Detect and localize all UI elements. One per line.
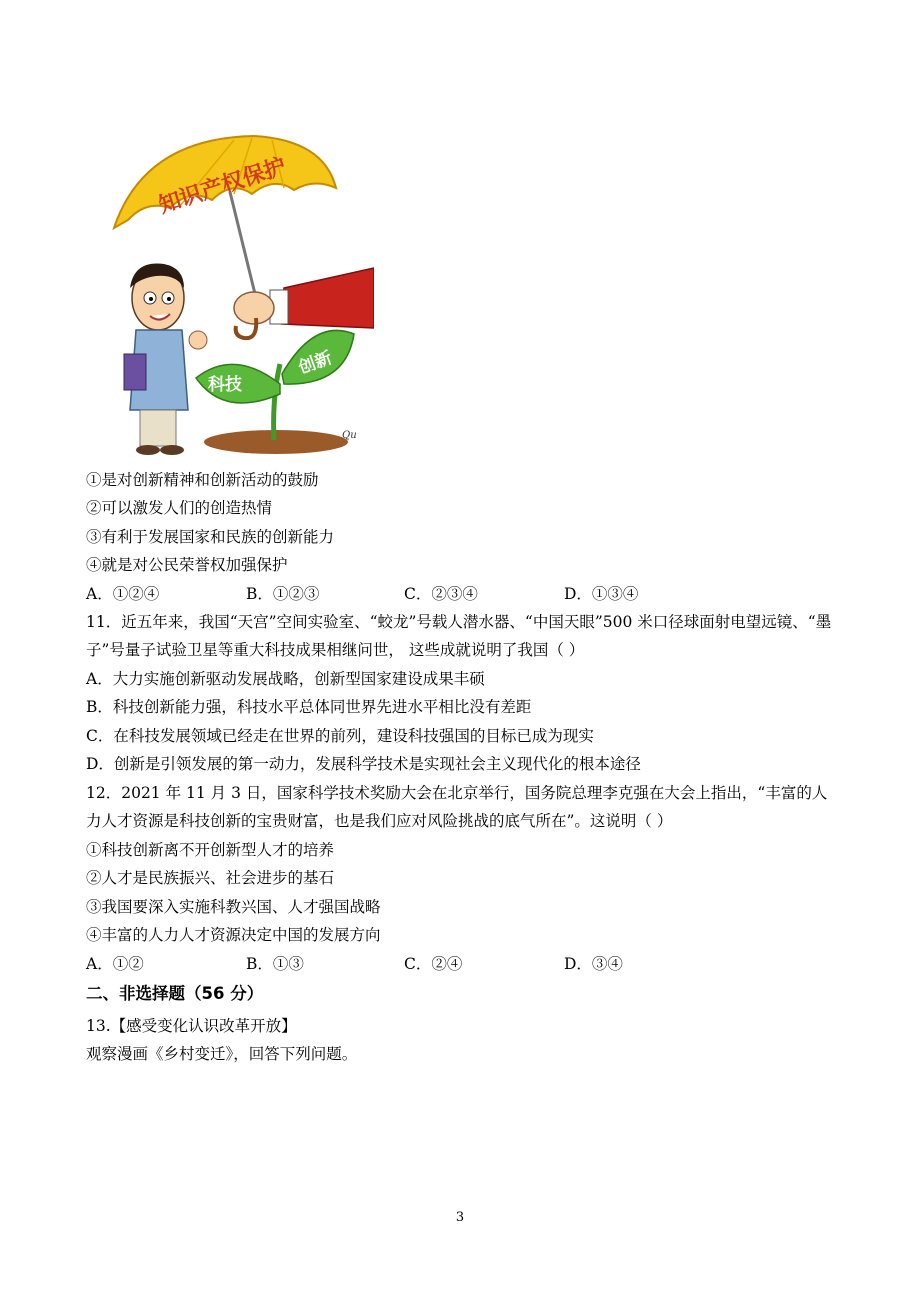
red-sleeve: [282, 268, 374, 328]
leaf-left-text: 科技: [208, 375, 242, 395]
q10-item-3: ③有利于发展国家和民族的创新能力: [86, 528, 335, 546]
q10-item-1: ①是对创新精神和创新活动的鼓励: [86, 471, 319, 489]
page-number: 3: [455, 1210, 465, 1225]
q12-item-1: ①科技创新离不开创新型人才的培养: [86, 841, 335, 859]
hand: [234, 292, 274, 324]
q12-item-2: ②人才是民族振兴、社会进步的基石: [86, 869, 335, 887]
umbrella-shaft: [230, 192, 256, 298]
q12-item-4: ④丰富的人力人才资源决定中国的发展方向: [86, 926, 381, 944]
thumbs-up-hand: [189, 331, 207, 349]
q11-stem-line-2: 子”号量子试验卫星等重大科技成果相继问世， 这些成就说明了我国（ ）: [86, 641, 585, 659]
q13-instruction: 观察漫画《乡村变迁》，回答下列问题。: [86, 1045, 358, 1063]
q10-option-d[interactable]: D．①③④: [564, 585, 639, 603]
q10-option-b[interactable]: B．①②③: [246, 585, 320, 603]
section-2-heading: 二、非选择题（56 分）: [86, 984, 264, 1003]
leaf-right-text: 创新: [296, 348, 335, 379]
q12-option-c[interactable]: C．②④: [404, 955, 463, 973]
q11-option-c[interactable]: C．在科技发展领域已经走在世界的前列，建设科技强国的目标已成为现实: [86, 727, 594, 745]
q11-option-a[interactable]: A．大力实施创新驱动发展战略，创新型国家建设成果丰硕: [86, 670, 485, 688]
q12-item-3: ③我国要深入实施科教兴国、人才强国战略: [86, 898, 381, 916]
artist-signature: Qu: [342, 430, 357, 441]
q10-option-a[interactable]: A．①②④: [86, 585, 160, 603]
person-legs: [140, 410, 176, 446]
ip-protection-cartoon: [84, 128, 374, 460]
q10-item-4: ④就是对公民荣誉权加强保护: [86, 556, 288, 574]
sprout-stem: [274, 364, 280, 440]
umbrella-text: 知识产权保护: [155, 154, 290, 219]
q10-item-2: ②可以激发人们的创造热情: [86, 499, 273, 517]
q12-option-a[interactable]: A．①②: [86, 955, 144, 973]
q11-option-b[interactable]: B．科技创新能力强，科技水平总体同世界先进水平相比没有差距: [86, 698, 532, 716]
q12-option-b[interactable]: B．①③: [246, 955, 304, 973]
book: [124, 354, 146, 390]
q11-option-d[interactable]: D．创新是引领发展的第一动力，发展科学技术是实现社会主义现代化的根本途径: [86, 755, 641, 773]
q13-title: 13.【感受变化认识改革开放】: [86, 1017, 297, 1035]
q10-option-c[interactable]: C．②③④: [404, 585, 478, 603]
q11-stem-line-1: 11．近五年来，我国“天宫”空间实验室、“蛟龙”号载人潜水器、“中国天眼”500 米口径球面射电望远镜、“墨: [86, 613, 832, 631]
q12-stem-line-2: 力人才资源是科技创新的宝贵财富，也是我们应对风险挑战的底气所在”。这说明（ ）: [86, 812, 673, 830]
q12-option-d[interactable]: D．③④: [564, 955, 623, 973]
q12-stem-line-1: 12．2021 年 11 月 3 日，国家科学技术奖励大会在北京举行，国务院总理李克强在大会上指出，“丰富的人: [86, 784, 828, 802]
